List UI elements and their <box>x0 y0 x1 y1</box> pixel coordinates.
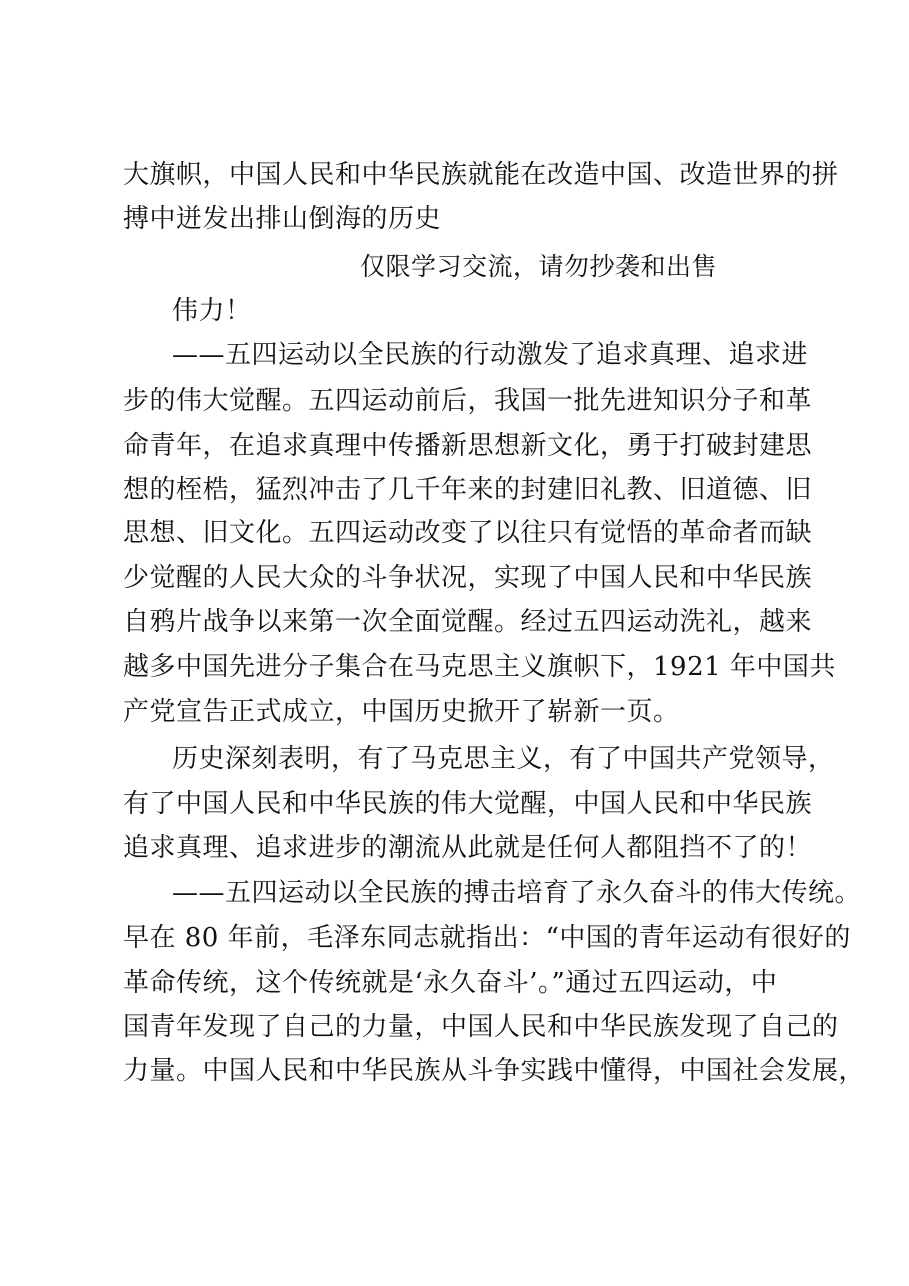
text-line-17: 早在 80 年前，毛泽东同志就指出：“中国的青年运动有很好的 <box>123 923 851 953</box>
paragraph-start: ——五四运动以全民族的行动激发了追求真理、追求进 <box>172 340 809 370</box>
paragraph-start: ——五四运动以全民族的搏击培育了永久奋斗的伟大传统。 <box>172 878 862 908</box>
text-line-12: 产党宣告正式成立，中国历史掀开了崭新一页。 <box>123 697 680 727</box>
text-line-2: 搏中迸发出排山倒海的历史 <box>123 204 442 234</box>
paragraph-start: 历史深刻表明，有了马克思主义，有了中国共产党领导， <box>172 744 835 774</box>
text-line-7: 想的桎梏，猛烈冲击了几千年来的封建旧礼教、旧道德、旧 <box>123 475 813 505</box>
text-line-15: 追求真理、追求进步的潮流从此就是任何人都阻挡不了的！ <box>123 833 813 863</box>
text-line-11: 越多中国先进分子集合在马克思主义旗帜下，1921 年中国共 <box>123 652 836 682</box>
text-line-14: 有了中国人民和中华民族的伟大觉醒，中国人民和中华民族 <box>123 789 813 819</box>
text-line-5: 步的伟大觉醒。五四运动前后，我国一批先进知识分子和革 <box>123 386 813 416</box>
text-line-19: 国青年发现了自己的力量，中国人民和中华民族发现了自己的 <box>123 1012 839 1042</box>
text-line-9: 少觉醒的人民大众的斗争状况，实现了中国人民和中华民族 <box>123 563 813 593</box>
text-line-10: 自鸦片战争以来第一次全面觉醒。经过五四运动洗礼，越来 <box>123 607 813 637</box>
text-line-6: 命青年，在追求真理中传播新思想新文化，勇于打破封建思 <box>123 431 813 461</box>
watermark-notice: 仅限学习交流，请勿抄袭和出售 <box>360 252 718 281</box>
text-line-18: 革命传统，这个传统就是‘永久奋斗’。”通过五四运动，中 <box>123 968 778 998</box>
text-line-3: 伟力！ <box>172 296 252 326</box>
text-line-20: 力量。中国人民和中华民族从斗争实践中懂得，中国社会发展， <box>123 1056 866 1086</box>
text-line-1: 大旗帜，中国人民和中华民族就能在改造中国、改造世界的拼 <box>123 160 839 190</box>
text-line-8: 思想、旧文化。五四运动改变了以往只有觉悟的革命者而缺 <box>123 518 813 548</box>
